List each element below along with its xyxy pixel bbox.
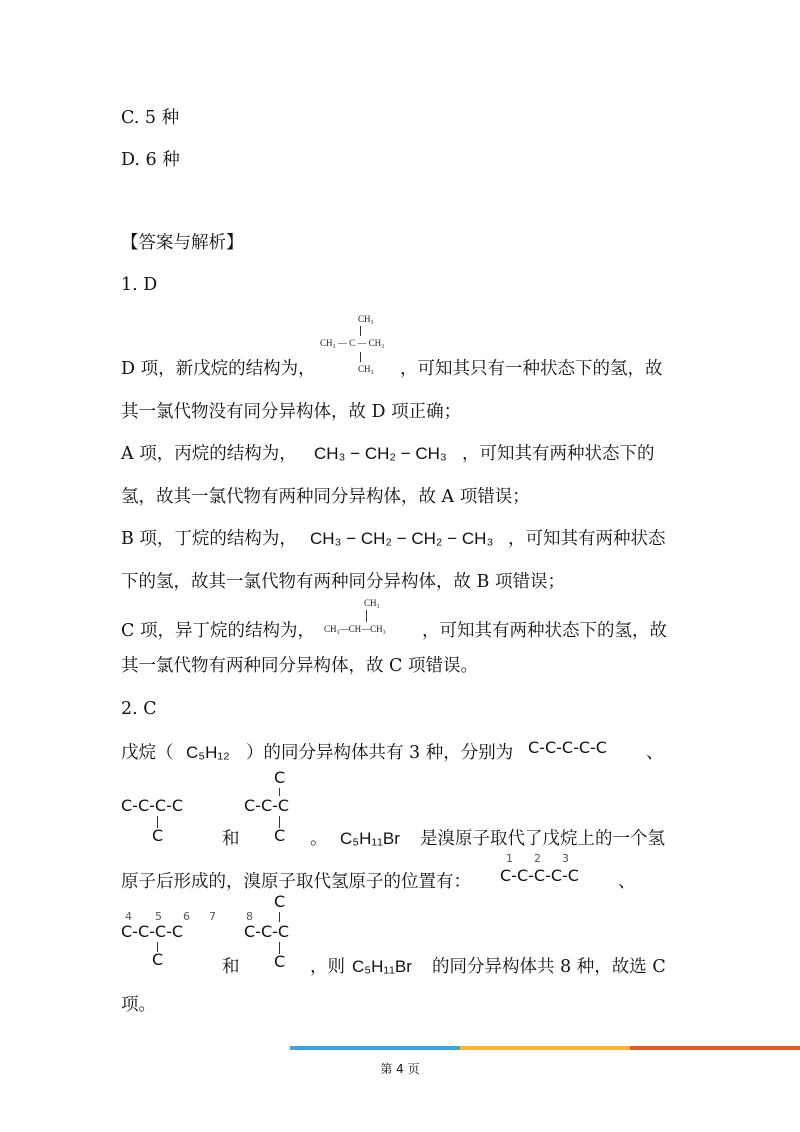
numbered-n-chain: C-C-C-C-C	[500, 866, 579, 885]
neopentane-main: C-C-C	[244, 796, 290, 815]
q1-b-line2: 下的氢，故其一氯代物有两种同分异构体，故 B 项错误；	[121, 572, 565, 592]
neopentane-bottom: CH₃	[358, 364, 374, 374]
q1-c-line1-b: ，可知其有两种状态下的氢，故	[422, 621, 667, 641]
neopentane-mid: CH₃ — C — CH₃	[320, 338, 385, 348]
numbered-neo-branch-top: C	[274, 892, 286, 911]
q2-line5-b: ，则	[310, 957, 345, 977]
pos-6: 6	[183, 910, 190, 923]
numbered-neo-chain: C-C-C	[244, 922, 290, 941]
isobutane-top: CH₃	[364, 598, 380, 608]
neopentane-branch-top: C	[274, 768, 286, 787]
q2-line1-a: 戊烷（	[121, 743, 174, 763]
q2-comma-2: 、	[618, 872, 636, 892]
q2-period: 。	[310, 829, 328, 849]
propane-formula: CH₃ − CH₂ − CH₃	[314, 444, 447, 463]
footer-bar-yellow	[460, 1046, 630, 1050]
q1-d-line1-b: ，可知其只有一种状态下的氢，故	[400, 359, 663, 379]
numbered-neo-bond-top	[279, 912, 280, 922]
neopentane-top: CH₃	[358, 314, 374, 324]
q1-d-line1-a: D 项，新戊烷的结构为，	[121, 359, 316, 379]
answer-header: 【答案与解析】	[121, 233, 244, 253]
isopentane-skeleton	[121, 796, 231, 856]
q2-and-1: 和	[222, 829, 240, 849]
neopentane-bond-up	[360, 326, 361, 336]
q1-d-line2: 其一氯代物没有同分异构体，故 D 项正确；	[121, 402, 462, 422]
q1-c-line2: 其一氯代物有两种同分异构体，故 C 项错误。	[121, 656, 479, 676]
q1-a-line1-a: A 项，丙烷的结构为，	[121, 444, 297, 464]
q2-line6: 项。	[121, 995, 156, 1015]
isobutane-bond-up	[366, 610, 367, 622]
isobutane-mid: CH₃—CH—CH₃	[324, 624, 386, 634]
butane-formula: CH₃ − CH₂ − CH₂ − CH₃	[310, 529, 494, 548]
q2-answer: 2. C	[121, 699, 157, 719]
pentane-formula: C₅H₁₂	[186, 743, 230, 762]
q1-c-line1-a: C 项，异丁烷的结构为，	[121, 621, 315, 641]
pos-8: 8	[246, 910, 253, 923]
option-d: D. 6 种	[121, 150, 180, 170]
q1-b-line1-a: B 项，丁烷的结构为，	[121, 529, 297, 549]
numbered-neo-branch-bottom: C	[274, 952, 286, 971]
isopentane-main: C-C-C-C	[121, 796, 184, 815]
q1-a-line1-b: ，可知其有两种状态下的	[462, 444, 655, 464]
neopentane-bond-down	[360, 352, 361, 362]
c5h11br-formula-1: C₅H₁₁Br	[340, 829, 400, 848]
q2-and-2: 和	[222, 957, 240, 977]
pos-7: 7	[209, 910, 216, 923]
footer-color-bar	[290, 1046, 800, 1050]
pos-3: 3	[562, 852, 569, 865]
numbered-isopentane	[121, 910, 231, 970]
q2-line4: 原子后形成的，溴原子取代氢原子的位置有：	[121, 872, 471, 892]
footer-bar-orange	[630, 1046, 800, 1050]
q2-line5-c: 的同分异构体共 8 种，故选 C	[432, 957, 666, 977]
c5h11br-formula-2: C₅H₁₁Br	[352, 957, 412, 976]
numbered-iso-branch: C	[152, 950, 164, 969]
pos-4: 4	[125, 910, 132, 923]
neopentane-bond-top	[279, 788, 280, 796]
pos-2: 2	[534, 852, 541, 865]
q2-line3-b: 是溴原子取代了戊烷上的一个氢	[420, 829, 665, 849]
q2-line1-b: ）的同分异构体共有 3 种，分别为	[246, 743, 514, 763]
q2-comma-1: 、	[646, 743, 664, 763]
numbered-iso-chain: C-C-C-C	[121, 922, 184, 941]
n-pentane-chain: C-C-C-C-C	[528, 738, 607, 757]
pos-1: 1	[506, 852, 513, 865]
option-c: C. 5 种	[121, 108, 180, 128]
isobutane-structure	[324, 598, 424, 640]
q1-a-line2: 氢，故其一氯代物有两种同分异构体，故 A 项错误；	[121, 487, 530, 507]
page-number: 第 4 页	[380, 1062, 420, 1076]
pos-5: 5	[155, 910, 162, 923]
q1-answer: 1. D	[121, 275, 158, 295]
isopentane-branch: C	[152, 826, 164, 845]
neopentane-branch-bottom: C	[274, 826, 286, 845]
q1-b-line1-b: ，可知其有两种状态	[508, 529, 666, 549]
neopentane-structure	[320, 314, 410, 376]
footer-bar-blue	[290, 1046, 460, 1050]
